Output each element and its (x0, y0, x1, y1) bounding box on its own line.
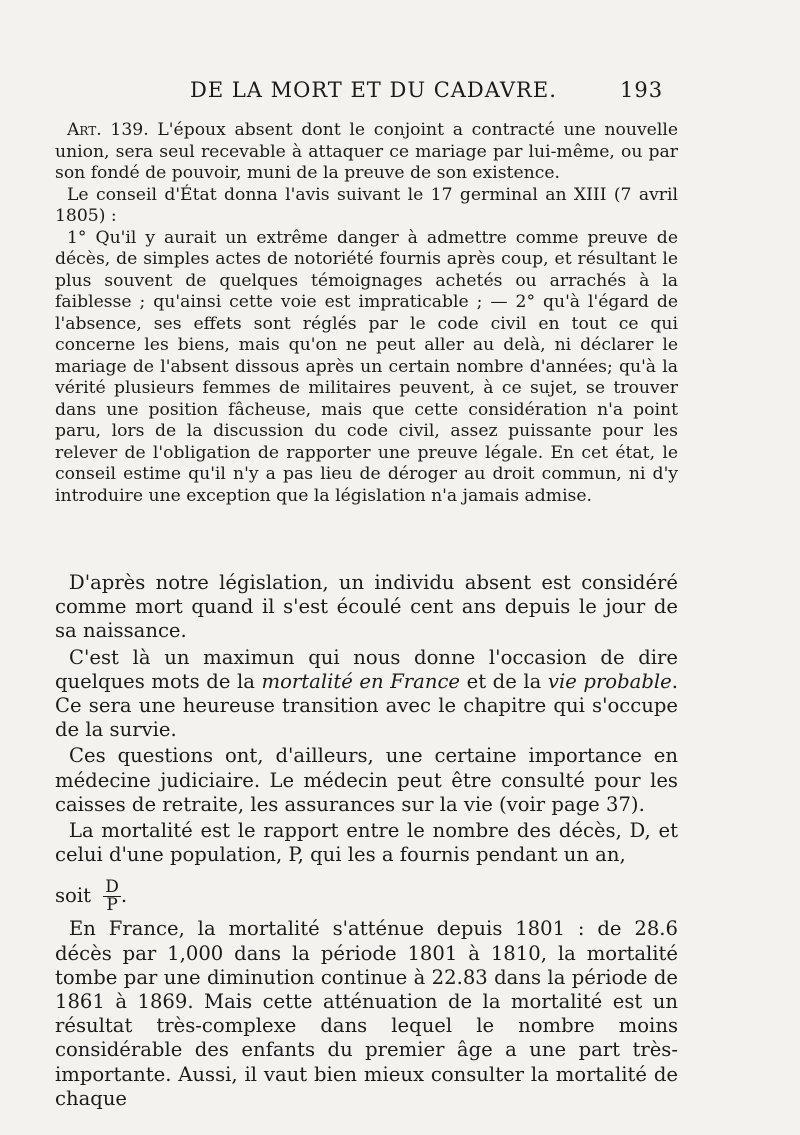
page-number: 193 (620, 78, 664, 102)
italic-vie-probable: vie probable (547, 669, 672, 693)
fraction-numerator: D (105, 877, 119, 898)
chapter-title: DE LA MORT ET DU CADAVRE. (190, 78, 557, 102)
fraction-dot: . (120, 884, 128, 908)
article-paragraph (55, 120, 678, 185)
formula-line (55, 869, 678, 917)
article-label: Art. (67, 120, 102, 140)
paragraph-legislation: D'après notre législation, un individu absent est considéré comme mort quand il s'est écoulé cent ans depuis le jour de sa naissance. (55, 571, 678, 643)
paragraph-france-mortalite: En France, la mortalité s'atténue depuis 1801 : de 28.6 décès par 1,000 dans la période 1801 à 1810, la mortalité tombe par une diminution continue à 22.83 dans la période de 1861 à 1869. Mais cette atténuation de la mortalité est un résultat très-complexe dans lequel le nombre moins considérable des enfants du premier âge a une part très-importante. Aussi, il vaut bien mieux consulter la mortalité de chaque (55, 917, 678, 1110)
fraction-denominator: P (106, 895, 118, 916)
avis-paragraph: 1° Qu'il y aurait un extrême danger à admettre comme preuve de décès, de simples actes de notoriété fournis après coup, et résultant le plus souvent de quelques témoignages achetés ou arrachés à la faiblesse ; qu'ainsi cette voie est impraticable ; — 2° qu'à l'égard de l'absence, ses effets sont réglés par le code civil en tout ce qui concerne les biens, mais qu'on ne peut aller au delà, ni déclarer le mariage de l'absent dissous après un certain nombre d'années; qu'à la vérité plusieurs femmes de militaires peuvent, à ce sujet, se trouver dans une position fâcheuse, mais que cette considération n'a point paru, lors de la discussion du code civil, assez puissante pour les relever de l'obligation de rapporter une preuve légale. En cet état, le conseil estime qu'il n'y a pas lieu de déroger au droit commun, ni d'y introduire une exception que la législation n'a jamais admise. (55, 227, 678, 506)
soit-word: soit (55, 884, 91, 908)
conseil-paragraph: Le conseil d'État donna l'avis suivant le 17 germinal an XIII (7 avril 1805) : (55, 184, 678, 226)
quoted-law-section (55, 120, 678, 507)
paragraph-mortalite-definition: La mortalité est le rapport entre le nombre des décès, D, et celui d'une population, P, qui les a fournis pendant un an, (55, 819, 678, 867)
text-span: C'est là un maximun qui nous donne l'occasion de dire quelques mots de la (55, 645, 678, 693)
article-text: 139. L'époux absent dont le conjoint a contracté une nouvelle union, sera seul recevable à attaquer ce mariage par lui-même, ou par son fondé de pouvoir, muni de la preuve de son existence. (55, 120, 678, 183)
paragraph-questions: Ces questions ont, d'ailleurs, une certaine importance en médecine judiciaire. Le médecin peut être consulté pour les caisses de retraite, les assurances sur la vie (voir page 37). (55, 744, 678, 816)
italic-mortalite: mortalité en France (261, 669, 461, 693)
text-span: . Ce sera une heureuse transition avec le chapitre qui s'occupe de la survie. (55, 669, 678, 742)
fraction-d-over-p (103, 879, 121, 914)
text-span: et de la (460, 669, 548, 693)
paragraph-maximum (55, 646, 678, 743)
main-text-section (55, 571, 678, 1113)
